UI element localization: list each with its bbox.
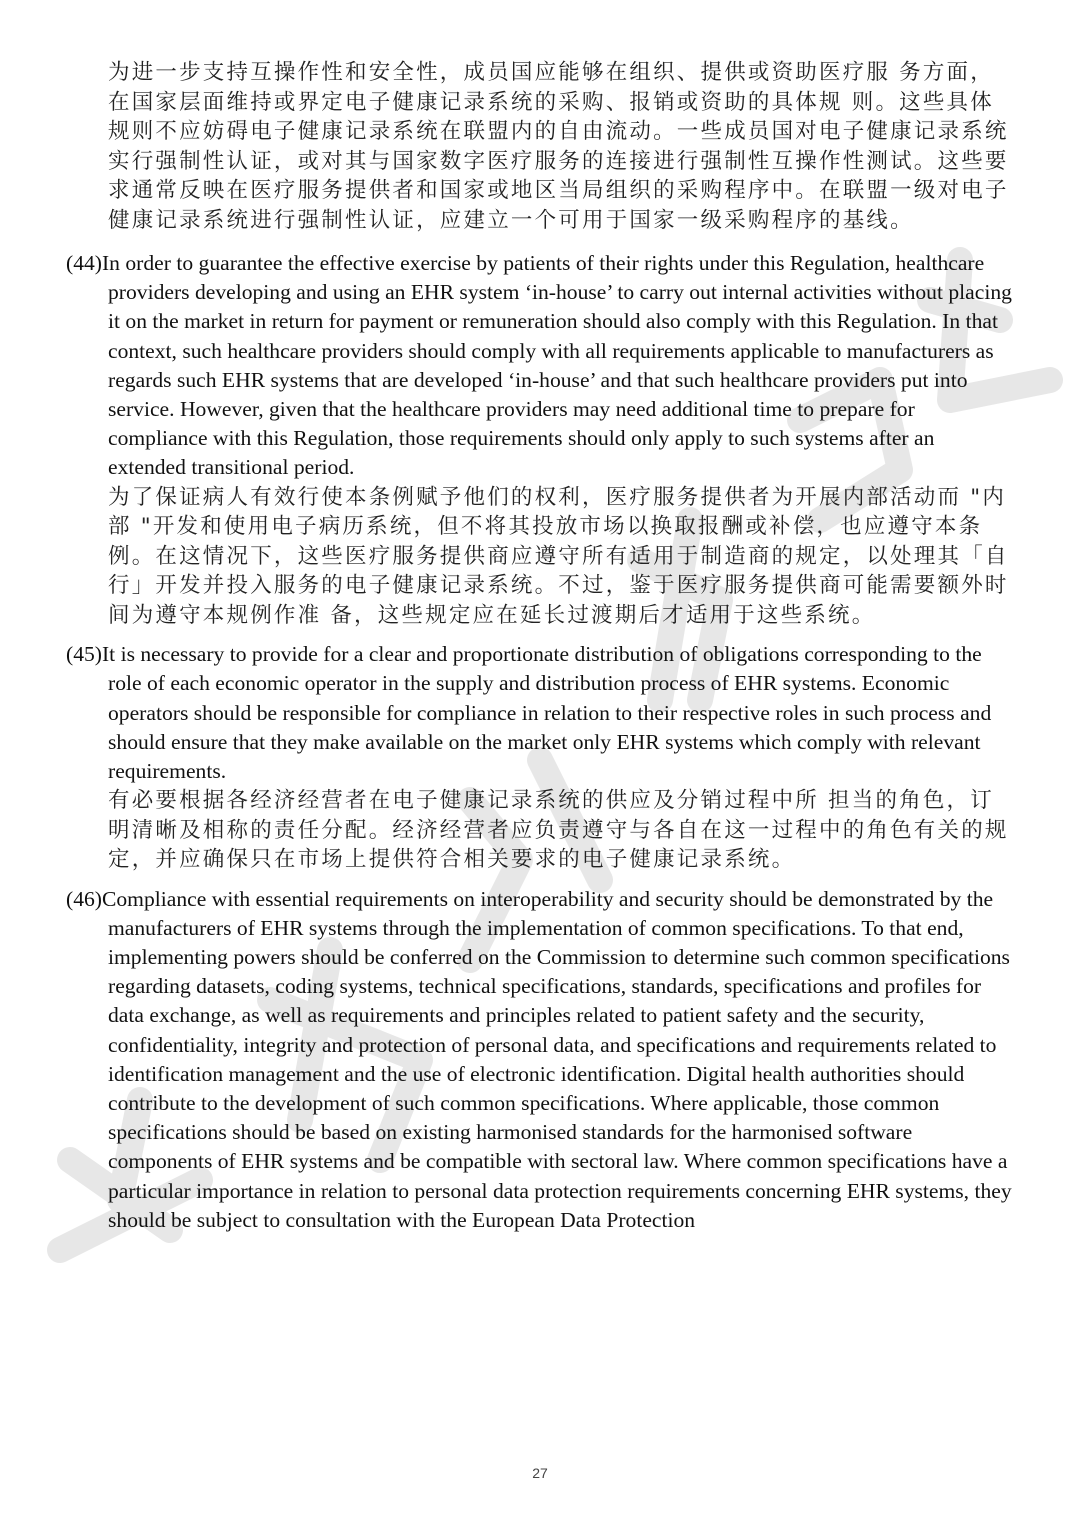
- recital-46: [66, 885, 1016, 1235]
- recital-45-english: [66, 640, 1016, 786]
- recital-44-chinese: 为了保证病人有效行使本条例赋予他们的权利，医疗服务提供者为开展内部活动而 "内部 "开发和使用电子病历系统，但不将其投放市场以换取报酬或补偿，也应遵守本条例。在这情况下，这些医疗服务提供商应遵守所有适用于制造商的规定，以处理其「自 行」开发并投入服务的电子健康记录系统。不过，鉴于医疗服务提供商可能需要额外时间为遵守本规例作准 备，这些规定应在延长过渡期后才适用于这些系统。: [108, 484, 1009, 628]
- recital-44: [66, 249, 1016, 630]
- recital-number: (44): [66, 251, 102, 275]
- recital-text: In order to guarantee the effective exercise by patients of their rights under this Regulation, healthcare providers developing and using an EHR system ‘in-house’ to carry out internal activities without placing it on the market in return for payment or remuneration should also comply with this Regulation. In that context, such healthcare providers should comply with all requirements applicable to manufacturers as regards such EHR systems that are developed ‘in-house’ and that such healthcare providers put into service. However, given that the healthcare providers may need additional time to prepare for compliance with this Regulation, those requirements should only apply to such systems after an extended transitional period.: [101, 251, 1012, 480]
- recital-44-english: [66, 249, 1016, 483]
- recital-number: (45): [66, 642, 102, 667]
- page-number: 27: [532, 1465, 548, 1481]
- intro-chinese-paragraph: 为进一步支持互操作性和安全性，成员国应能够在组织、提供或资助医疗服 务方面，在国家层面维持或界定电子健康记录系统的采购、报销或资助的具体规 则。这些具体规则不应妨碍电子健康记录系统在联盟内的自由流动。一些成员国对电子健康记录系统实行强制性认证，或对其与国家数字医疗服务的连接进行强制性互操作性测试。这些要求通常反映在医疗服务提供者和国家或地区当局组织的采购程序中。在联盟一级对电子健康记录系统进行强制性认证，应建立一个可用于国家一级采购程序的基线。: [108, 60, 1009, 233]
- page-content: [66, 58, 1016, 1235]
- recital-45: [66, 640, 1016, 875]
- recital-text: It is necessary to provide for a clear and proportionate distribution of obligations corresponding to the role of each economic operator in the supply and distribution process of EHR systems. Economic operators should be responsible for compliance in relation to their respective roles in such process and should ensure that they make available on the market only EHR systems which comply with relevant requirements.: [101, 642, 992, 783]
- recital-text: Compliance with essential requirements on interoperability and security should be demonstrated by the manufacturers of EHR systems through the implementation of common specifications. To that end, implementing powers should be conferred on the Commission to determine such common specifications regarding datasets, coding systems, technical specifications, standards, specifications and profiles for data exchange, as well as requirements and principles related to patient safety and the security, confidentiality, integrity and protection of personal data, and specifications and requirements related to identification management and the use of electronic identification. Digital health authorities should contribute to the development of such common specifications. Where applicable, those common specifications should be based on existing harmonised standards for the harmonised software components of EHR systems and be compatible with sectoral law. Where common specifications have a particular importance in relation to personal data protection requirements concerning EHR systems, they should be subject to consultation with the European Data Protection: [101, 886, 1012, 1232]
- recital-46-english: [66, 885, 1016, 1235]
- recital-number: (46): [66, 886, 102, 911]
- recital-45-chinese: 有必要根据各经济经营者在电子健康记录系统的供应及分销过程中所 担当的角色，订明清晰及相称的责任分配。经济经营者应负责遵守与各自在这一过程中的角色有关的规定，并应确保只在市场上提供符合相关要求的电子健康记录系统。: [108, 788, 1009, 873]
